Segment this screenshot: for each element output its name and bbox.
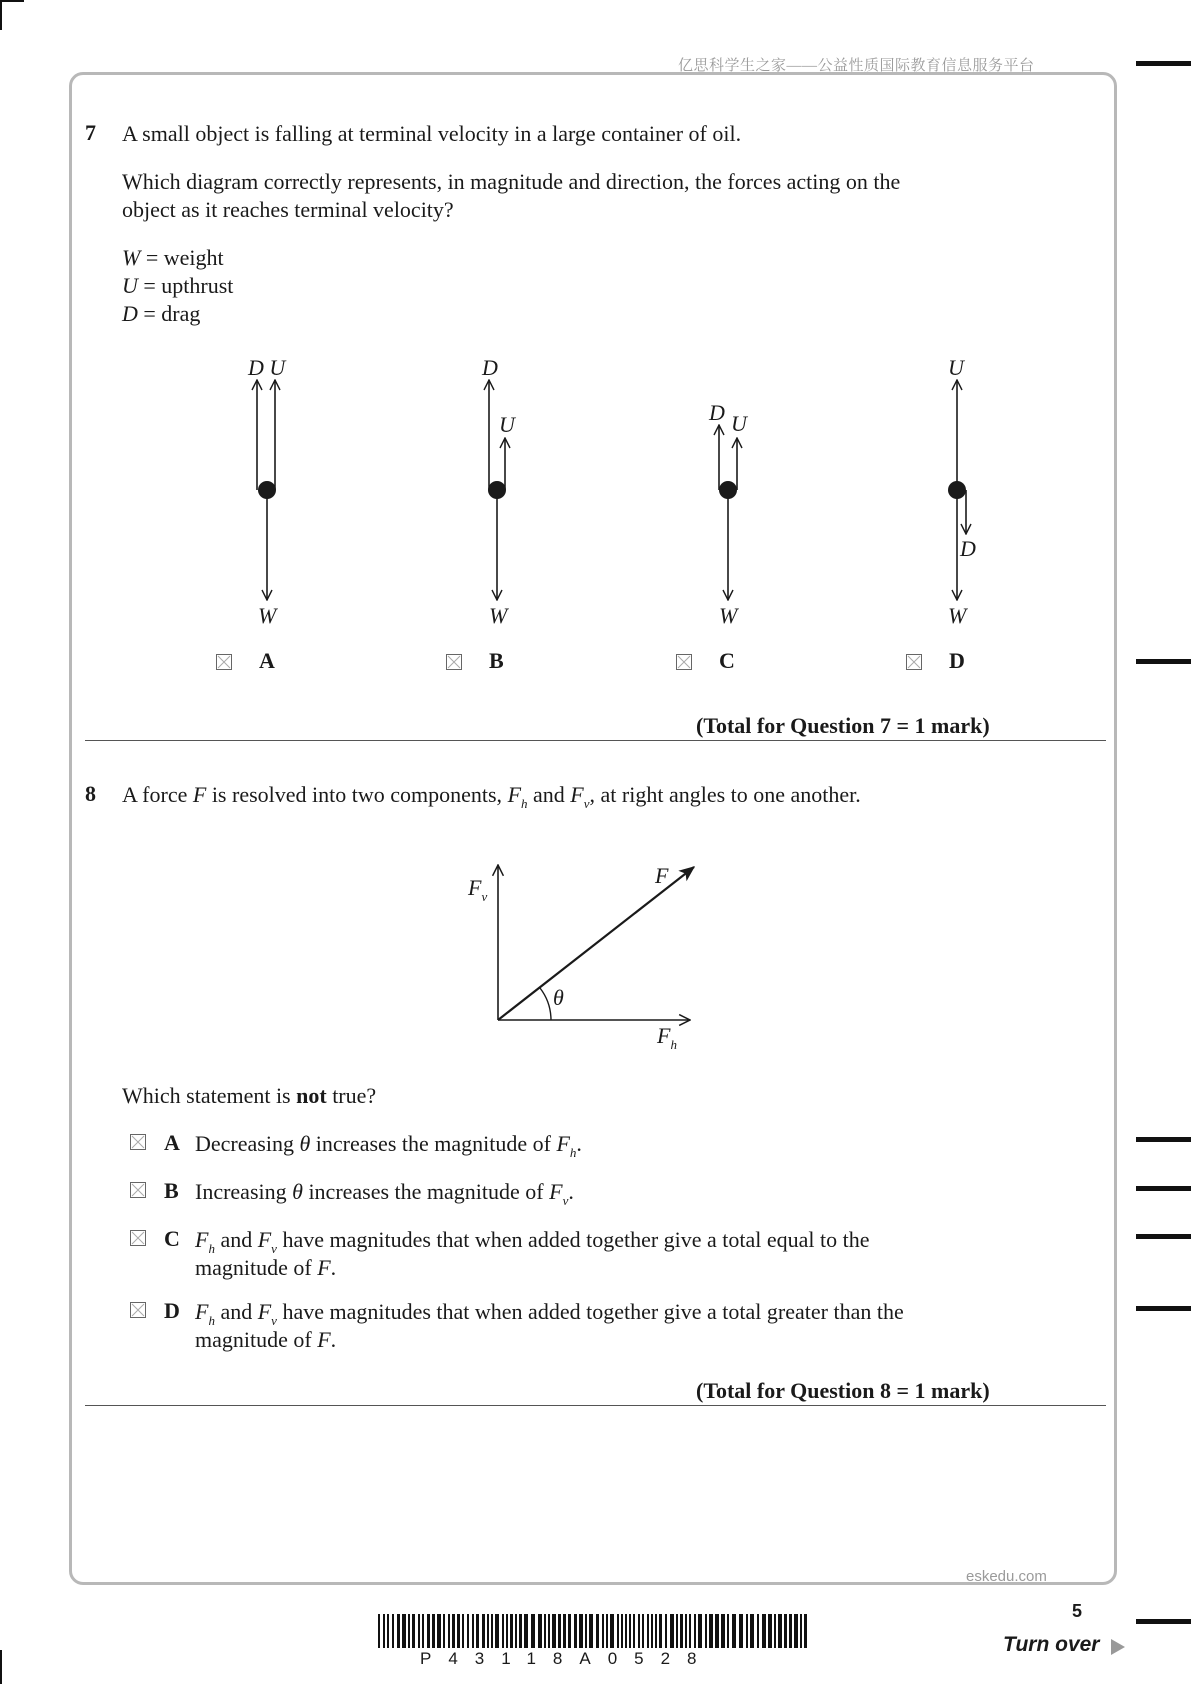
option-text: $F_h$ and $F_v$ have magnitudes that when added together give a total greater than the <box>195 1299 904 1328</box>
edge-mark <box>1136 1137 1191 1142</box>
barcode-bar <box>412 1614 415 1648</box>
diagram-c-d-label: D <box>709 400 725 425</box>
barcode-bar <box>574 1614 577 1648</box>
barcode-bar <box>402 1614 406 1648</box>
barcode-bar <box>563 1614 566 1648</box>
answer-checkbox-b[interactable] <box>446 654 462 670</box>
barcode-bar <box>625 1614 627 1648</box>
barcode-bar <box>784 1614 787 1648</box>
barcode-bar <box>472 1614 474 1648</box>
barcode-bar <box>715 1614 719 1648</box>
legend-item: U = upthrust <box>122 273 234 298</box>
barcode-bar <box>750 1614 754 1648</box>
option-letter: C <box>164 1226 180 1251</box>
barcode-bar <box>437 1614 441 1648</box>
barcode-bar <box>448 1614 450 1648</box>
barcode-bar <box>774 1614 776 1648</box>
diagram-c-u-label: U <box>731 411 747 436</box>
barcode-bar <box>732 1614 736 1648</box>
arrow-right-icon <box>1110 1638 1126 1656</box>
f-label: F <box>655 863 669 888</box>
barcode-bar <box>629 1614 631 1648</box>
edge-mark <box>1136 1186 1191 1191</box>
barcode-bar <box>548 1614 550 1648</box>
barcode-bar <box>689 1614 691 1648</box>
barcode-bar <box>789 1614 792 1648</box>
barcode-bar <box>502 1614 504 1648</box>
barcode-bar <box>452 1614 455 1648</box>
barcode-bar <box>680 1614 683 1648</box>
barcode-bar <box>694 1614 696 1648</box>
diagram-b-w-label: W <box>489 603 508 628</box>
answer-checkbox-a[interactable] <box>216 654 232 670</box>
barcode-bar <box>506 1614 508 1648</box>
legend-item: D = drag <box>122 301 201 326</box>
barcode-bar <box>397 1614 400 1648</box>
option-letter: C <box>719 648 735 673</box>
barcode-bar <box>721 1614 725 1648</box>
question-stem: A small object is falling at terminal velocity in a large container of oil. <box>122 121 742 146</box>
barcode-bar <box>698 1614 702 1648</box>
diagram-a <box>257 380 276 600</box>
answer-checkbox-c[interactable] <box>130 1230 146 1246</box>
barcode-bar <box>558 1614 561 1648</box>
barcode-bar <box>457 1614 460 1648</box>
diagram-d-d-label: D <box>960 536 976 561</box>
barcode-bar <box>617 1614 619 1648</box>
question-prompt: object as it reaches terminal velocity? <box>122 197 454 222</box>
diagram-d-u-label: U <box>948 355 964 380</box>
barcode-bar <box>418 1614 420 1648</box>
barcode-bar <box>495 1614 499 1648</box>
diagram-d-w-label: W <box>948 603 967 628</box>
barcode-bar <box>670 1614 674 1648</box>
question-total: (Total for Question 8 = 1 mark) <box>696 1378 990 1403</box>
barcode-bar <box>800 1614 802 1648</box>
answer-checkbox-d[interactable] <box>906 654 922 670</box>
diagram-a-top-label: D U <box>248 355 286 380</box>
edge-mark <box>1136 1306 1191 1311</box>
option-letter: B <box>164 1178 179 1203</box>
option-text: Increasing θ increases the magnitude of $F_v$. <box>195 1179 574 1208</box>
diagram-b-d-label: D <box>482 355 498 380</box>
barcode-bar <box>568 1614 571 1648</box>
option-text: magnitude of F. <box>195 1255 337 1280</box>
barcode-bar <box>476 1614 479 1648</box>
barcode-bar <box>676 1614 678 1648</box>
option-letter: D <box>164 1298 180 1323</box>
question-stem: A force F is resolved into two components, $F_h$ and $F_v$, at right angles to one another. <box>122 782 861 811</box>
barcode-bar <box>589 1614 593 1648</box>
barcode-bar <box>552 1614 556 1648</box>
theta-label: θ <box>553 985 564 1010</box>
barcode-bar <box>519 1614 522 1648</box>
angle-arc <box>540 988 551 1020</box>
barcode-bar <box>443 1614 445 1648</box>
barcode-bar <box>655 1614 657 1648</box>
divider <box>85 740 1106 741</box>
barcode-bar <box>596 1614 599 1648</box>
barcode-bar <box>467 1614 469 1648</box>
barcode-bar <box>778 1614 782 1648</box>
barcode-bar <box>768 1614 772 1648</box>
question-number: 8 <box>85 781 96 806</box>
barcode-bar <box>638 1614 640 1648</box>
barcode-bar <box>727 1614 729 1648</box>
diagram-c <box>719 425 737 600</box>
turn-over-label: Turn over <box>1003 1633 1100 1656</box>
barcode-bar <box>531 1614 535 1648</box>
barcode-bar <box>659 1614 662 1648</box>
barcode-bar <box>602 1614 604 1648</box>
barcode-bar <box>378 1614 380 1648</box>
barcode-bar <box>515 1614 517 1648</box>
barcode-bar <box>491 1614 493 1648</box>
barcode-bar <box>709 1614 713 1648</box>
barcode-bar <box>524 1614 528 1648</box>
barcode-bar <box>647 1614 649 1648</box>
diagram-a-w-label: W <box>258 603 277 628</box>
barcode-bar <box>642 1614 644 1648</box>
crop-mark <box>0 1650 2 1684</box>
edge-mark <box>1136 1234 1191 1239</box>
barcode-bar <box>579 1614 583 1648</box>
barcode-bar <box>746 1614 748 1648</box>
option-text: Decreasing θ increases the magnitude of $F_h$. <box>195 1131 582 1160</box>
barcode-bar <box>510 1614 513 1648</box>
barcode-bar <box>432 1614 435 1648</box>
legend-item: W = weight <box>122 245 224 270</box>
barcode-text: P43118A0528 <box>420 1649 714 1668</box>
answer-checkbox-d[interactable] <box>130 1302 146 1318</box>
barcode-bar <box>804 1614 807 1648</box>
question-prompt: Which statement is not true? <box>122 1083 377 1108</box>
footer-watermark: eskedu.com <box>966 1568 1047 1585</box>
option-letter: B <box>489 648 504 673</box>
edge-mark <box>1136 1619 1191 1624</box>
barcode-bar <box>651 1614 653 1648</box>
option-letter: A <box>259 648 275 673</box>
barcode-bar <box>392 1614 394 1648</box>
barcode-bar <box>762 1614 766 1648</box>
option-letter: A <box>164 1130 180 1155</box>
barcode-bar <box>621 1614 623 1648</box>
fv-label: $F_v$ <box>468 875 488 904</box>
option-text: magnitude of F. <box>195 1327 337 1352</box>
answer-checkbox-b[interactable] <box>130 1182 146 1198</box>
page-number: 5 <box>1072 1601 1083 1621</box>
barcode-bar <box>462 1614 464 1648</box>
barcode-bar <box>633 1614 635 1648</box>
diagram-c-w-label: W <box>719 603 738 628</box>
header-watermark: 亿思科学生之家——公益性质国际教育信息服务平台 <box>678 58 1035 74</box>
diagram-d <box>948 380 966 600</box>
barcode-bar <box>383 1614 385 1648</box>
barcode-bar <box>422 1614 424 1648</box>
barcode-bar <box>487 1614 489 1648</box>
barcode-bar <box>544 1614 546 1648</box>
barcode-bar <box>705 1614 707 1648</box>
question-prompt: Which diagram correctly represents, in magnitude and direction, the forces acting on the <box>122 169 901 194</box>
barcode-bar <box>757 1614 759 1648</box>
barcode-bar <box>408 1614 410 1648</box>
barcode-bar <box>739 1614 743 1648</box>
force-diagrams <box>0 0 1191 700</box>
fh-label: $F_h$ <box>657 1023 677 1052</box>
barcode-bar <box>610 1614 614 1648</box>
answer-checkbox-c[interactable] <box>676 654 692 670</box>
question-number: 7 <box>85 120 96 145</box>
barcode-bar <box>794 1614 798 1648</box>
barcode-bar <box>685 1614 687 1648</box>
barcode-bar <box>585 1614 587 1648</box>
barcode-bar <box>427 1614 430 1648</box>
option-text: $F_h$ and $F_v$ have magnitudes that when added together give a total equal to the <box>195 1227 870 1256</box>
divider <box>85 1405 1106 1406</box>
barcode-bar <box>665 1614 667 1648</box>
barcode-bar <box>606 1614 608 1648</box>
diagram-b-u-label: U <box>499 412 515 437</box>
barcode-bar <box>538 1614 542 1648</box>
barcode-bar <box>482 1614 485 1648</box>
option-letter: D <box>949 648 965 673</box>
barcode-bar <box>387 1614 389 1648</box>
answer-checkbox-a[interactable] <box>130 1134 146 1150</box>
question-total: (Total for Question 7 = 1 mark) <box>696 713 990 738</box>
